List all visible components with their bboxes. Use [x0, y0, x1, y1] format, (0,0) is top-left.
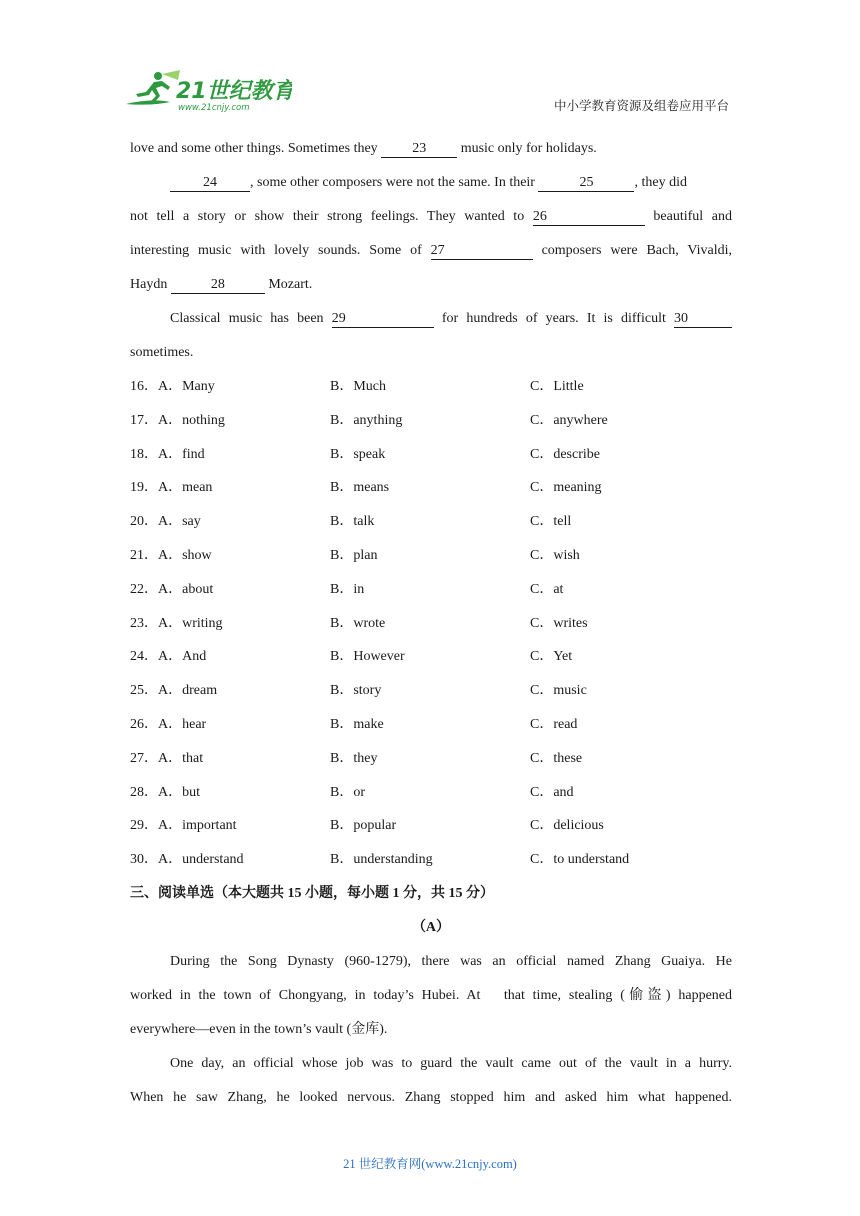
option-b: B．However — [330, 649, 405, 665]
option-a: 20．A．say — [130, 514, 201, 530]
option-b: B．they — [330, 750, 378, 766]
question-25 — [130, 674, 732, 708]
option-c: C．these — [530, 750, 583, 766]
blank-28: 28 — [171, 277, 265, 294]
option-b: B．make — [330, 716, 384, 732]
option-a: 27．A．that — [130, 750, 204, 766]
option-b: B．anything — [330, 412, 403, 428]
option-b: B．speak — [330, 446, 386, 462]
passage-line-2: 24 , some other composers were not the same. In their 25 , they did — [130, 166, 732, 200]
option-a: 23．A．writing — [130, 615, 223, 631]
option-b: B．means — [330, 480, 390, 496]
question-18 — [130, 438, 732, 472]
option-a: 24．A．And — [130, 649, 207, 665]
option-a: 17．A．nothing — [130, 412, 225, 428]
blank-26: 26 — [533, 209, 645, 226]
option-c: C．Yet — [530, 649, 573, 665]
passage-line-1: love and some other things. Sometimes they 23 music only for holidays. — [130, 141, 597, 156]
passage-line-3: not tell a story or show their strong feelings. They wanted to 26 beautiful and — [130, 209, 733, 224]
option-c: C．read — [530, 716, 578, 732]
option-a: 30．A．understand — [130, 852, 244, 868]
option-c: C．at — [530, 581, 564, 597]
question-24 — [130, 640, 732, 674]
option-c: C．writes — [530, 615, 588, 631]
option-c: C．anywhere — [530, 412, 608, 428]
site-logo — [122, 70, 292, 114]
question-19 — [130, 471, 732, 505]
blank-24: 24 — [170, 175, 250, 192]
svg-text:www.21cnjy.com: www.21cnjy.com — [178, 103, 250, 113]
question-23 — [130, 607, 732, 641]
option-a: 18．A．find — [130, 446, 205, 462]
blank-29: 29 — [332, 311, 434, 328]
option-b: B．Much — [330, 379, 386, 394]
runner-logo-icon — [122, 70, 292, 114]
option-c: C．describe — [530, 446, 600, 462]
question-30 — [130, 843, 732, 877]
passage-line-5: Haydn 28 Mozart. — [130, 277, 313, 292]
reading-line-3: everywhere—even in the town’s vault (金库). — [130, 1021, 388, 1037]
option-b: B．plan — [330, 547, 378, 563]
option-a: 26．A．hear — [130, 716, 207, 732]
blank-23: 23 — [381, 141, 457, 158]
reading-line-5: When he saw Zhang, he looked nervous. Zhang stopped him and asked him what happened. — [130, 1089, 732, 1105]
question-20 — [130, 505, 732, 539]
passage-line-6: Classical music has been 29 for hundreds of years. It is difficult 30 — [130, 302, 732, 336]
question-26 — [130, 708, 732, 742]
blank-27: 27 — [431, 243, 533, 260]
option-c: C．wish — [530, 547, 580, 563]
question-17 — [130, 404, 732, 438]
question-16 — [130, 370, 732, 404]
option-b: B．talk — [330, 514, 375, 530]
reading-line-2: worked in the town of Chongyang, in today’s Hubei. At that time, stealing (偷盗) happened — [130, 987, 732, 1003]
question-29 — [130, 809, 732, 843]
option-c: C．Little — [530, 379, 584, 394]
option-b: B．in — [330, 581, 365, 597]
option-a: 22．A．about — [130, 581, 214, 597]
option-a: 16．A．Many — [130, 379, 215, 394]
option-a: 28．A．but — [130, 784, 200, 800]
passage-line-7: sometimes. — [130, 345, 194, 360]
option-c: C．delicious — [530, 818, 604, 834]
section-title: 三、阅读单选（本大题共 15 小题，每小题 1 分，共 15 分） — [130, 885, 494, 901]
question-21 — [130, 539, 732, 573]
question-28 — [130, 776, 732, 810]
svg-text:21世纪教育: 21世纪教育 — [176, 79, 292, 104]
option-a: 19．A．mean — [130, 480, 213, 496]
option-a: 25．A．dream — [130, 683, 218, 699]
blank-30: 30 — [674, 311, 732, 328]
blank-25: 25 — [538, 175, 634, 192]
question-27 — [130, 742, 732, 776]
reading-line-4: One day, an official whose job was to guard the vault came out of the vault in a hurry. — [170, 1055, 732, 1071]
option-b: B．wrote — [330, 615, 386, 631]
question-22 — [130, 573, 732, 607]
option-a: 29．A．important — [130, 818, 237, 834]
passage-label: （A） — [411, 919, 451, 935]
option-b: B．story — [330, 683, 382, 699]
passage-line-4: interesting music with lovely sounds. Some of 27 composers were Bach, Vivaldi, — [130, 243, 733, 258]
reading-line-1: During the Song Dynasty (960-1279), there was an official named Zhang Guaiya. He — [170, 953, 732, 969]
option-b: B．popular — [330, 818, 397, 834]
option-c: C．music — [530, 683, 587, 699]
document-body — [130, 132, 732, 1115]
option-c: C．tell — [530, 514, 572, 530]
platform-name: 中小学教育资源及组卷应用平台 — [553, 99, 729, 113]
option-a: 21．A．show — [130, 547, 212, 563]
option-b: B．understanding — [330, 852, 433, 868]
option-c: C．meaning — [530, 480, 602, 496]
option-c: C．and — [530, 784, 574, 800]
options-list — [130, 370, 732, 877]
footer-site-link[interactable]: 21 世纪教育网(www.21cnjy.com) — [343, 1157, 517, 1171]
option-b: B．or — [330, 784, 365, 800]
option-c: C．to understand — [530, 852, 630, 868]
